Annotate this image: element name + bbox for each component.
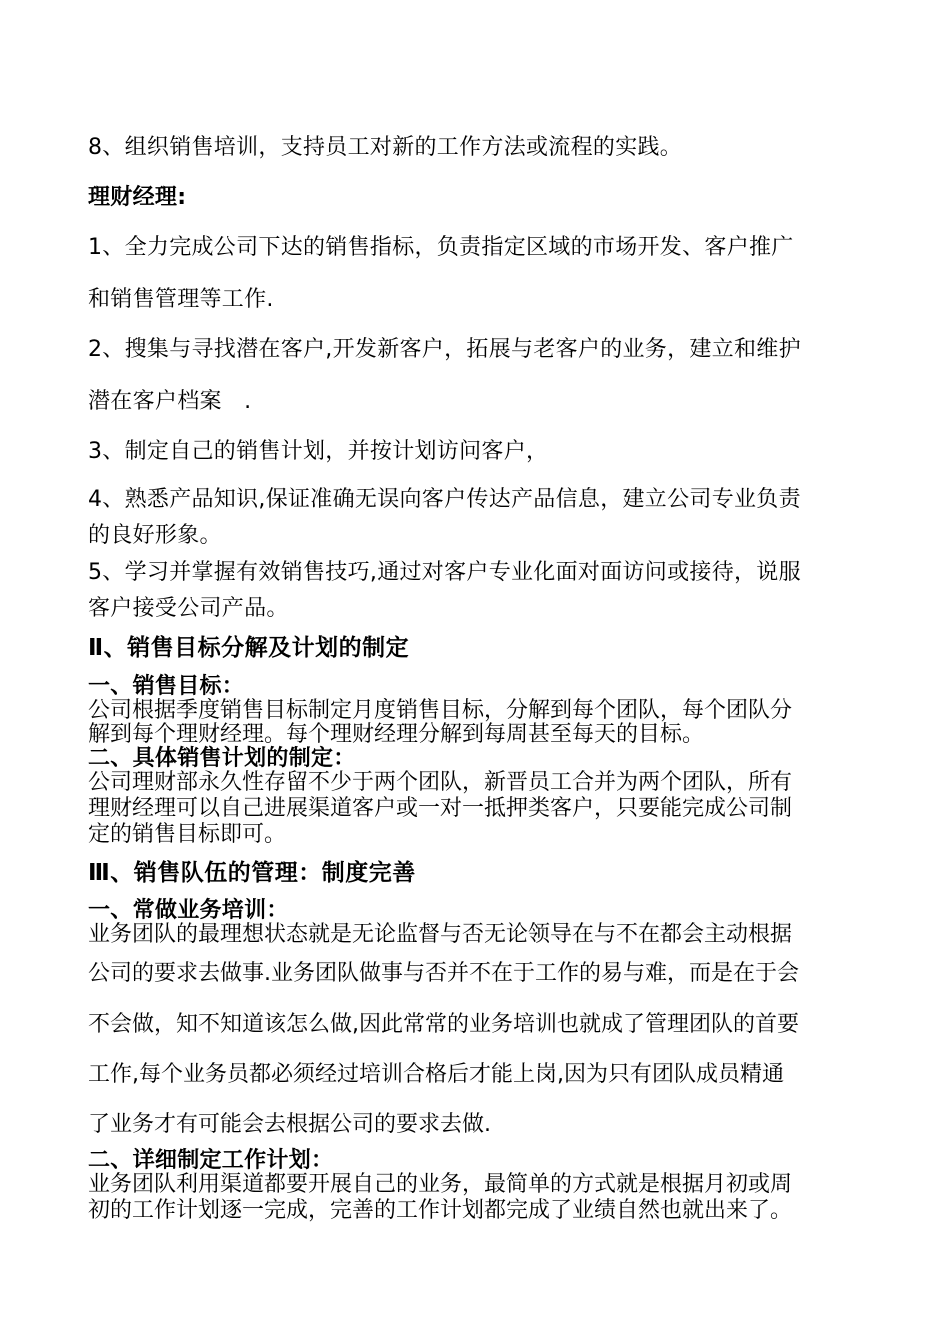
paragraph-line: 理财经理可以自己进展渠道客户或一对一抵押类客户，只要能完成公司制	[88, 796, 793, 821]
paragraph-line: 公司理财部永久性存留不少于两个团队，新晋员工合并为两个团队，所有	[88, 770, 793, 795]
list-item-continuation: 和销售管理等工作.	[88, 287, 274, 312]
paragraph-line: 不会做，知不知道该怎么做,因此常常的业务培训也就成了管理团队的首要	[88, 1012, 799, 1037]
section-heading: 一、常做业务培训：	[88, 898, 289, 923]
paragraph-line: 公司根据季度销售目标制定月度销售目标，分解到每个团队，每个团队分	[88, 698, 793, 723]
section-heading: 二、具体销售计划的制定：	[88, 746, 356, 771]
paragraph-line: 解到每个理财经理。每个理财经理分解到每周甚至每天的目标。	[88, 722, 705, 747]
paragraph-line: 业务团队利用渠道都要开展自己的业务，最简单的方式就是根据月初或周	[88, 1172, 793, 1197]
paragraph-line: 工作,每个业务员都必须经过培训合格后才能上岗,因为只有团队成员精通	[88, 1062, 784, 1087]
list-item: 1、全力完成公司下达的销售指标，负责指定区域的市场开发、客户推广	[88, 235, 794, 260]
list-item: 3、制定自己的销售计划，并按计划访问客户，	[88, 439, 549, 464]
paragraph-line: 定的销售目标即可。	[88, 822, 287, 847]
list-item-continuation: 潜在客户档案 .	[88, 389, 252, 414]
list-item: 4、熟悉产品知识,保证准确无误向客户传达产品信息，建立公司专业负责	[88, 487, 801, 512]
section-heading: 一、销售目标：	[88, 674, 245, 699]
section-heading: 理财经理:	[88, 185, 187, 210]
paragraph-line: 了业务才有可能会去根据公司的要求去做.	[88, 1112, 491, 1137]
paragraph-line: 公司的要求去做事.业务团队做事与否并不在于工作的易与难，而是在于会	[88, 961, 799, 986]
chapter-heading: Ⅱ、销售目标分解及计划的制定	[88, 635, 410, 661]
list-item: 5、学习并掌握有效销售技巧,通过对客户专业化面对面访问或接待，说服	[88, 560, 801, 585]
list-item-continuation: 客户接受公司产品。	[88, 596, 289, 621]
list-item: 2、搜集与寻找潜在客户,开发新客户，拓展与老客户的业务，建立和维护	[88, 337, 801, 362]
chapter-heading: Ⅲ、销售队伍的管理：制度完善	[88, 860, 416, 886]
paragraph-line: 初的工作计划逐一完成，完善的工作计划都完成了业绩自然也就出来了。	[88, 1198, 793, 1223]
list-item-continuation: 的良好形象。	[88, 523, 222, 548]
paragraph-line: 业务团队的最理想状态就是无论监督与否无论领导在与不在都会主动根据	[88, 922, 793, 947]
list-item: 8、组织销售培训，支持员工对新的工作方法或流程的实践。	[88, 135, 683, 160]
section-heading: 二、详细制定工作计划：	[88, 1148, 334, 1173]
